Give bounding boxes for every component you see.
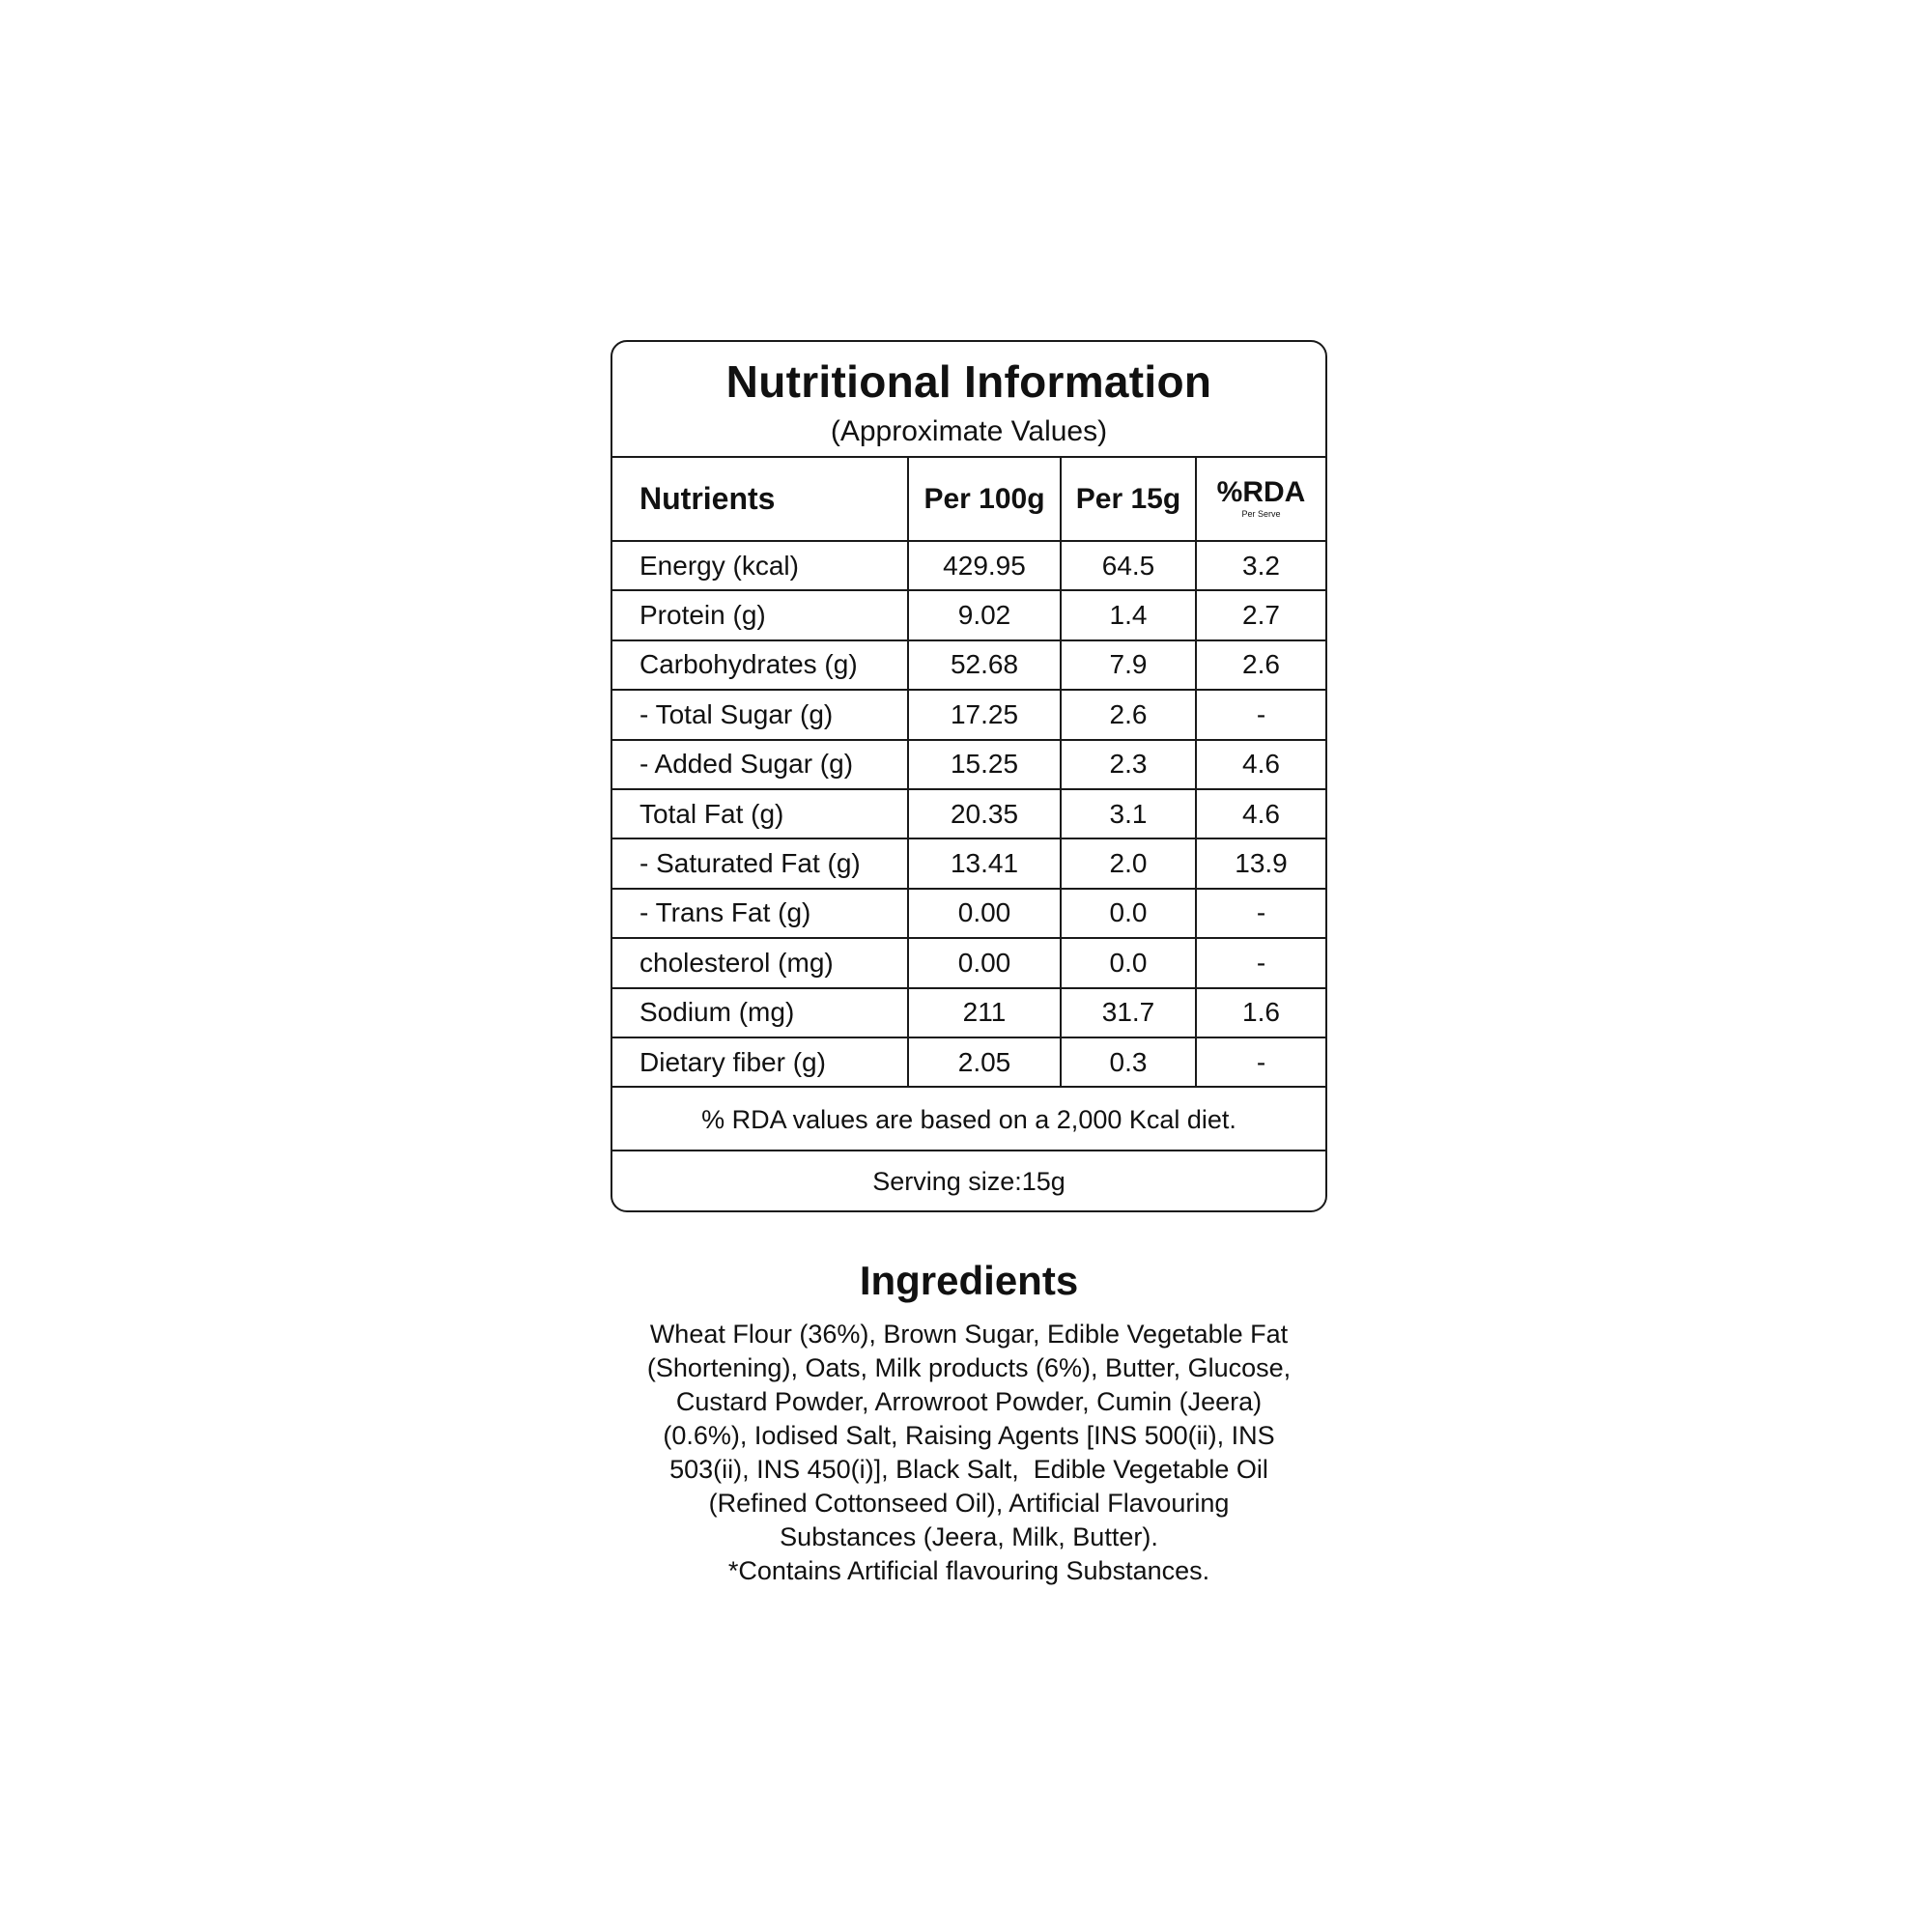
value-per-15g: 1.4	[1061, 590, 1196, 639]
table-row	[612, 889, 1325, 938]
ingredients-section	[611, 1258, 1327, 1588]
table-row	[612, 988, 1325, 1037]
value-rda: -	[1196, 690, 1325, 739]
ingredients-line: 503(ii), INS 450(i)], Black Salt, Edible Vegetable Oil	[669, 1455, 1268, 1484]
nutrient-name: Total Fat (g)	[612, 789, 908, 838]
value-per-15g: 2.6	[1061, 690, 1196, 739]
value-rda: 2.7	[1196, 590, 1325, 639]
value-rda: 3.2	[1196, 541, 1325, 590]
nutrient-name: Protein (g)	[612, 590, 908, 639]
table-row	[612, 938, 1325, 987]
value-per-15g: 7.9	[1061, 640, 1196, 690]
header-per-100g: Per 100g	[908, 458, 1061, 541]
value-per-100g: 0.00	[908, 889, 1061, 938]
value-per-100g: 13.41	[908, 838, 1061, 888]
table-row	[612, 1037, 1325, 1087]
header-rda-label: %RDA	[1216, 476, 1306, 508]
table-row	[612, 789, 1325, 838]
value-per-100g: 15.25	[908, 740, 1061, 789]
value-rda: 4.6	[1196, 789, 1325, 838]
nutrient-name: Dietary fiber (g)	[612, 1037, 908, 1087]
table-row	[612, 541, 1325, 590]
nutrient-name: Sodium (mg)	[612, 988, 908, 1037]
header-rda	[1196, 458, 1325, 541]
value-per-15g: 31.7	[1061, 988, 1196, 1037]
value-per-15g: 0.3	[1061, 1037, 1196, 1087]
serving-size: Serving size:15g	[872, 1167, 1065, 1197]
ingredients-line: (Refined Cottonseed Oil), Artificial Flavouring	[708, 1489, 1230, 1518]
value-per-100g: 17.25	[908, 690, 1061, 739]
table-row	[612, 838, 1325, 888]
value-per-15g: 2.3	[1061, 740, 1196, 789]
value-rda: -	[1196, 1037, 1325, 1087]
nutrient-name: - Trans Fat (g)	[612, 889, 908, 938]
header-rda-sublabel: Per Serve	[1241, 509, 1281, 519]
table-row	[612, 740, 1325, 789]
value-per-100g: 9.02	[908, 590, 1061, 639]
value-rda: -	[1196, 889, 1325, 938]
value-per-15g: 2.0	[1061, 838, 1196, 888]
value-per-100g: 429.95	[908, 541, 1061, 590]
nutrient-name: - Saturated Fat (g)	[612, 838, 908, 888]
nutrient-name: - Total Sugar (g)	[612, 690, 908, 739]
value-per-100g: 2.05	[908, 1037, 1061, 1087]
ingredients-line: *Contains Artificial flavouring Substances.	[727, 1556, 1210, 1585]
value-per-15g: 3.1	[1061, 789, 1196, 838]
table-row	[612, 640, 1325, 690]
rda-note: % RDA values are based on a 2,000 Kcal diet.	[612, 1088, 1325, 1151]
value-per-15g: 0.0	[1061, 889, 1196, 938]
ingredients-line: Wheat Flour (36%), Brown Sugar, Edible Vegetable Fat	[649, 1320, 1289, 1349]
value-per-100g: 52.68	[908, 640, 1061, 690]
nutrition-table-body	[612, 541, 1325, 1087]
value-rda: 2.6	[1196, 640, 1325, 690]
value-per-15g: 0.0	[1061, 938, 1196, 987]
value-rda: 4.6	[1196, 740, 1325, 789]
ingredients-title: Ingredients	[859, 1258, 1079, 1303]
header-nutrients: Nutrients	[612, 458, 908, 541]
table-row	[612, 690, 1325, 739]
ingredients-line: (Shortening), Oats, Milk products (6%), Butter, Glucose,	[646, 1353, 1292, 1382]
panel-header	[612, 342, 1325, 458]
value-per-100g: 211	[908, 988, 1061, 1037]
value-per-100g: 0.00	[908, 938, 1061, 987]
ingredients-line: Custard Powder, Arrowroot Powder, Cumin (Jeera)	[675, 1387, 1263, 1416]
value-rda: 13.9	[1196, 838, 1325, 888]
value-per-100g: 20.35	[908, 789, 1061, 838]
nutrient-name: cholesterol (mg)	[612, 938, 908, 987]
header-per-15g: Per 15g	[1061, 458, 1196, 541]
table-row	[612, 590, 1325, 639]
ingredients-line: (0.6%), Iodised Salt, Raising Agents [INS 500(ii), INS	[663, 1421, 1275, 1450]
ingredients-line: Substances (Jeera, Milk, Butter).	[780, 1522, 1158, 1551]
value-per-15g: 64.5	[1061, 541, 1196, 590]
nutrition-table	[612, 458, 1325, 1088]
nutrient-name: Carbohydrates (g)	[612, 640, 908, 690]
table-header-row	[612, 458, 1325, 541]
value-rda: 1.6	[1196, 988, 1325, 1037]
ingredients-text	[611, 1318, 1327, 1588]
panel-subtitle: (Approximate Values)	[830, 415, 1108, 447]
nutrient-name: Energy (kcal)	[612, 541, 908, 590]
panel-title: Nutritional Information	[725, 356, 1212, 407]
nutrition-panel	[611, 340, 1327, 1212]
value-rda: -	[1196, 938, 1325, 987]
nutrient-name: - Added Sugar (g)	[612, 740, 908, 789]
